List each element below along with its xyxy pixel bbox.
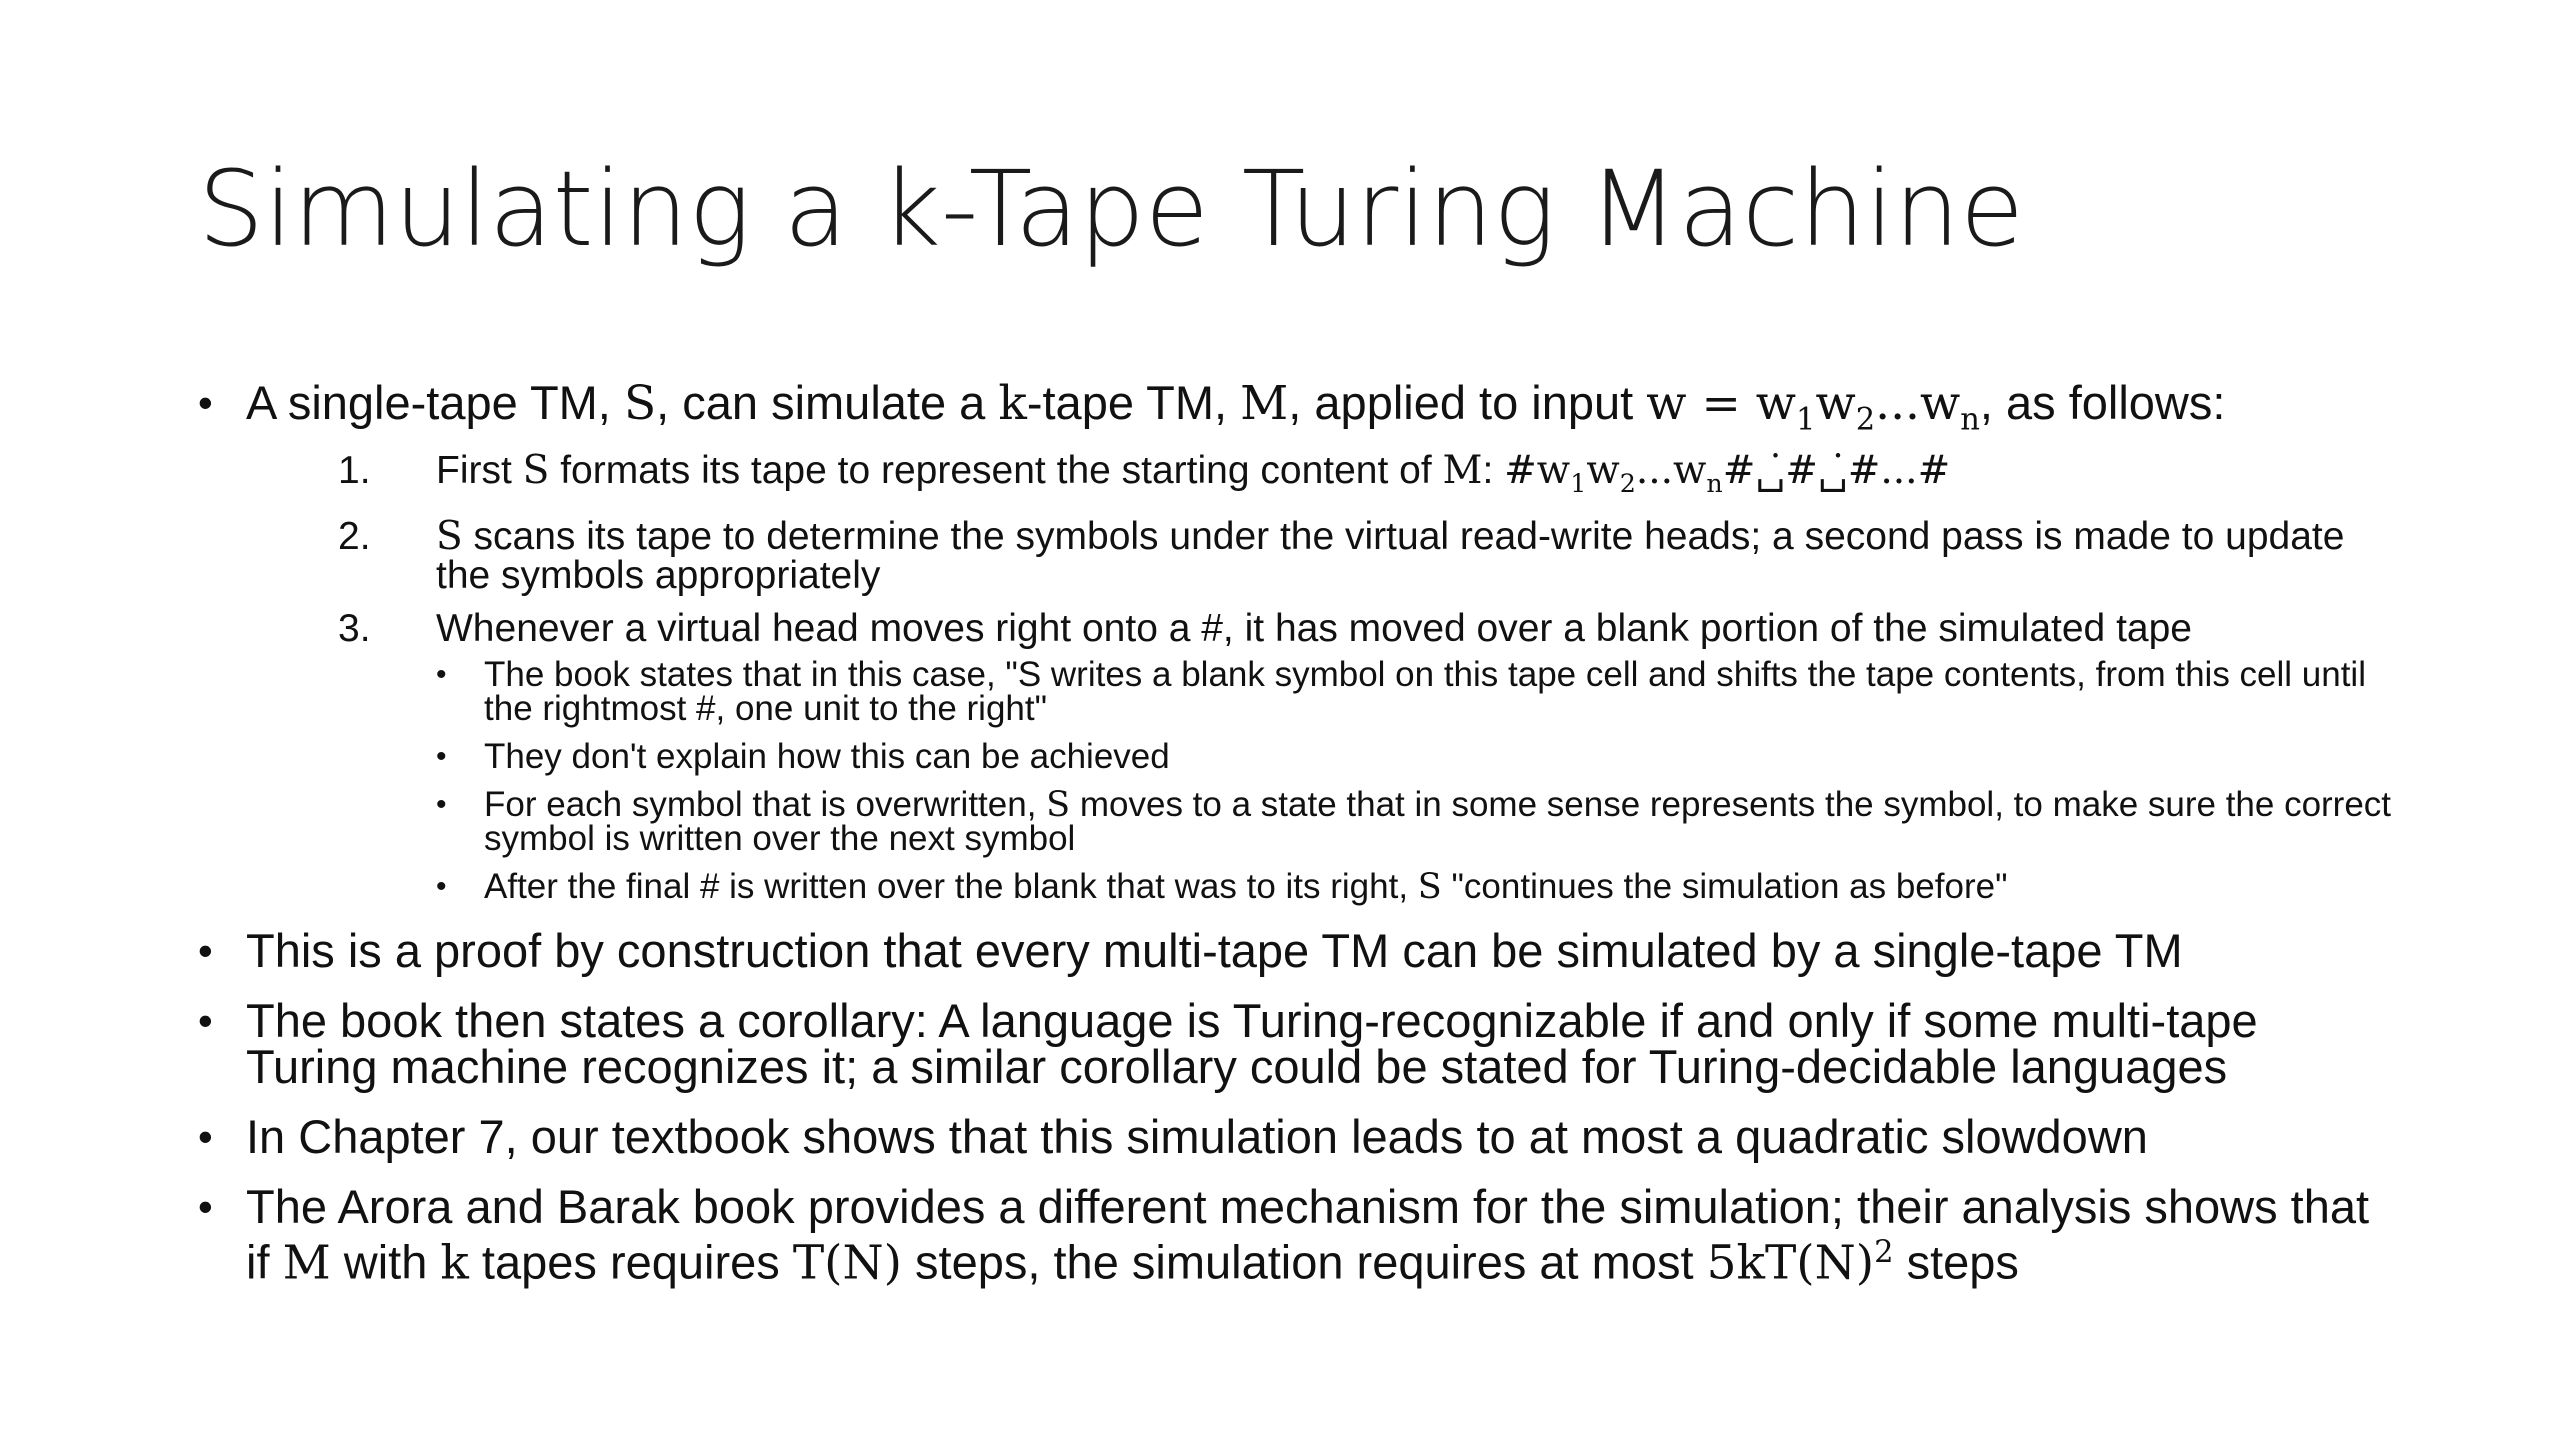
- bullet-icon: •: [198, 997, 213, 1045]
- bullet-item-4: • In Chapter 7, our textbook shows that this simulation leads to at most a quadratic slowdown: [198, 1110, 2148, 1164]
- bullet-item-2: • This is a proof by construction that every multi-tape TM can be simulated by a single-tape TM: [198, 924, 2183, 978]
- slide-body: [198, 376, 2398, 1311]
- step-1: 1. First S formats its tape to represent the starting content of M: $\#w_1w_2...w_n\#␣̇\#␣̇\#...\#$: [338, 448, 1951, 499]
- bullet-item-1: • A single-tape TM, S, can simulate a k-tape TM, M, applied to input $w = w_1w_2...w_n$, as follows: 1. First S formats its tape to represent the starting content of M: $\#w_1w_2...w_n\#␣̇\#␣̇\#...\#$ 2. S scans its tape to determine the symbols under the virtual read-write heads; a second pass is made to update the symbols appropriately 3. Whenever a virtual head moves right onto a #, it has moved over a blank portion of the simulated tape • The book states that in this case, "S writes a blank symbol on this tape cell and shifts the tape contents, from this cell until the rightmost #, one unit to the right" • They don't explain how this can be achieved • For each symbol that is overwritten, S moves to a state that in some sense represents the symbol, to make sure the correct symbol is written over the next symbol • After the final # is written over the blank that was to its right, S "continues the simulation as before": [198, 380, 2398, 904]
- bullet-list: [198, 376, 2398, 1291]
- step-2: 2. S scans its tape to determine the symbols under the virtual read-write heads; a second pass is made to update the symbols appropriately: [338, 514, 2345, 598]
- subpoint-3: • For each symbol that is overwritten, S moves to a state that in some sense represents the symbol, to make sure the correct symbol is written over the next symbol: [436, 785, 2392, 859]
- bullet-item-5: • The Arora and Barak book provides a different mechanism for the simulation; their analysis shows that if M with k tapes requires T(N) steps, the simulation requires at most $5kT(N)^2$ steps: [198, 1180, 2370, 1291]
- bullet-icon: •: [198, 1113, 213, 1161]
- subpoint-1: • The book states that in this case, "S writes a blank symbol on this tape cell and shifts the tape contents, from this cell until the rightmost #, one unit to the right": [436, 655, 2366, 729]
- bullet-icon: •: [436, 870, 447, 904]
- step-3-subpoints: [436, 655, 2398, 908]
- bullet-icon: •: [436, 740, 447, 774]
- slide-title: Simulating a k-Tape Turing Machine: [198, 148, 2024, 270]
- bullet-icon: •: [436, 788, 447, 822]
- step-3: 3. Whenever a virtual head moves right onto a #, it has moved over a blank portion of the simulated tape • The book states that in this case, "S writes a blank symbol on this tape cell and shifts the tape contents, from this cell until the rightmost #, one unit to the right" • They don't explain how this can be achieved • For each symbol that is overwritten, S moves to a state that in some sense represents the symbol, to make sure the correct symbol is written over the next symbol • After the final # is written over the blank that was to its right, S "continues the simulation as before": [292, 609, 2398, 904]
- bullet-icon: •: [198, 1183, 213, 1231]
- blank-symbol: ␣̇: [1755, 448, 1786, 494]
- bullet-icon: •: [436, 658, 447, 692]
- bullet-item-3: • The book then states a corollary: A language is Turing-recognizable if and only if some multi-tape Turing machine recognizes it; a similar corollary could be stated for Turing-decidable languages: [198, 994, 2258, 1094]
- bullet-icon: •: [198, 927, 213, 975]
- step-number: 3.: [338, 607, 371, 651]
- blank-symbol: ␣̇: [1817, 448, 1848, 494]
- step-number: 2.: [338, 515, 371, 559]
- subpoint-4: • After the final # is written over the blank that was to its right, S "continues the simulation as before": [436, 867, 2008, 908]
- step-number: 1.: [338, 449, 371, 493]
- bullet-icon: •: [198, 379, 213, 426]
- numbered-steps: [292, 448, 2398, 908]
- subpoint-2: • They don't explain how this can be achieved: [436, 737, 1170, 777]
